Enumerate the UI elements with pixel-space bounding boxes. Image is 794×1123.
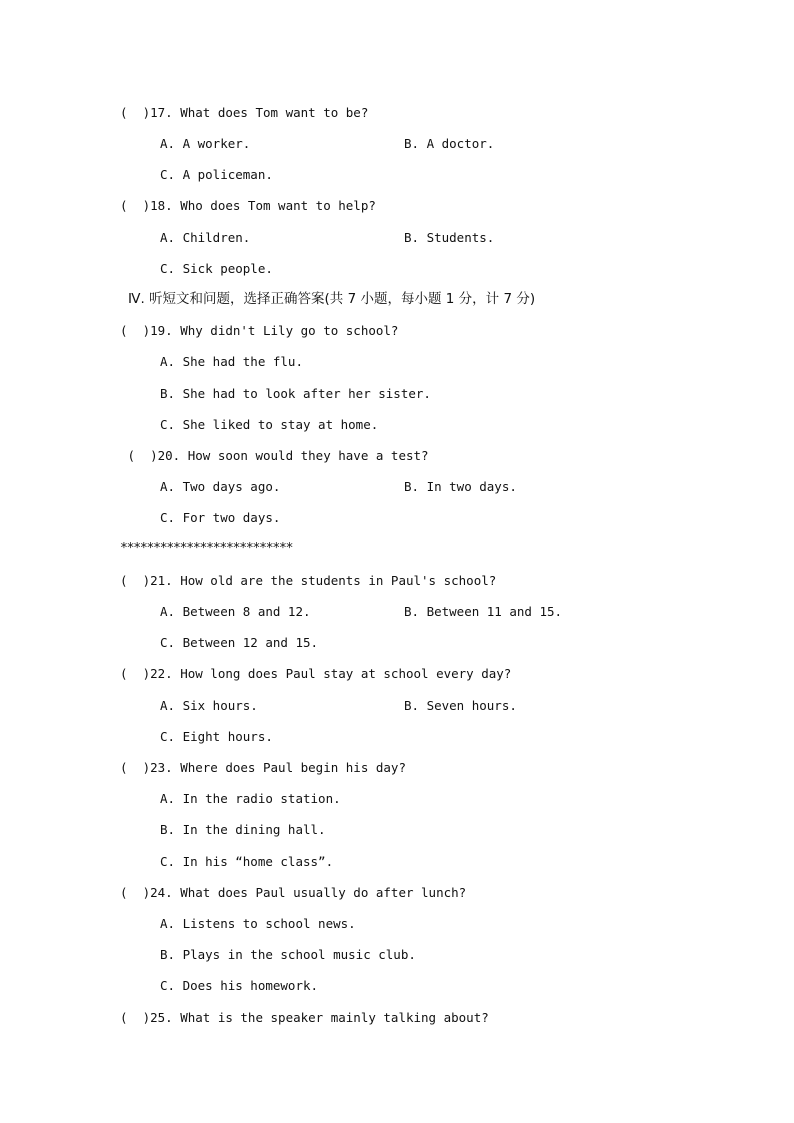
question-19-option-c: C. She liked to stay at home. [160, 417, 379, 432]
question-22-option-b: B. Seven hours. [404, 698, 517, 713]
question-17-option-c: C. A policeman. [160, 167, 273, 182]
question-24-option-c: C. Does his homework. [160, 978, 319, 993]
question-21-option-a: A. Between 8 and 12. [160, 604, 311, 619]
question-18-stem: ( )18. Who does Tom want to help? [120, 198, 376, 213]
question-23-option-a: A. In the radio station. [160, 791, 341, 806]
question-18-option-a: A. Children. [160, 230, 251, 245]
question-21-option-b: B. Between 11 and 15. [404, 604, 563, 619]
question-24-option-b: B. Plays in the school music club. [160, 947, 416, 962]
question-17-option-a: A. A worker. [160, 136, 251, 151]
question-24-option-a: A. Listens to school news. [160, 916, 356, 931]
question-20-option-a: A. Two days ago. [160, 479, 281, 494]
question-23-option-c: C. In his “home class”. [160, 854, 334, 869]
question-21-stem: ( )21. How old are the students in Paul's school? [120, 573, 497, 588]
question-20-option-b: B. In two days. [404, 479, 517, 494]
question-17-option-b: B. A doctor. [404, 136, 495, 151]
section-heading: Ⅳ. 听短文和问题，选择正确答案(共 7 小题，每小题 1 分，计 7 分) [128, 291, 536, 307]
question-25-stem: ( )25. What is the speaker mainly talking about? [120, 1010, 489, 1025]
question-19-option-b: B. She had to look after her sister. [160, 386, 431, 401]
question-22-option-c: C. Eight hours. [160, 729, 273, 744]
question-22-option-a: A. Six hours. [160, 698, 258, 713]
question-23-option-b: B. In the dining hall. [160, 822, 326, 837]
question-18-option-c: C. Sick people. [160, 261, 273, 276]
question-23-stem: ( )23. Where does Paul begin his day? [120, 760, 406, 775]
question-21-option-c: C. Between 12 and 15. [160, 635, 319, 650]
question-20-stem: ( )20. How soon would they have a test? [120, 448, 429, 463]
question-19-option-a: A. She had the flu. [160, 354, 303, 369]
question-24-stem: ( )24. What does Paul usually do after lunch? [120, 885, 467, 900]
question-17-stem: ( )17. What does Tom want to be? [120, 105, 369, 120]
separator-stars: ************************** [120, 541, 293, 556]
question-20-option-c: C. For two days. [160, 510, 281, 525]
question-19-stem: ( )19. Why didn't Lily go to school? [120, 323, 399, 338]
question-22-stem: ( )22. How long does Paul stay at school every day? [120, 666, 512, 681]
question-18-option-b: B. Students. [404, 230, 495, 245]
